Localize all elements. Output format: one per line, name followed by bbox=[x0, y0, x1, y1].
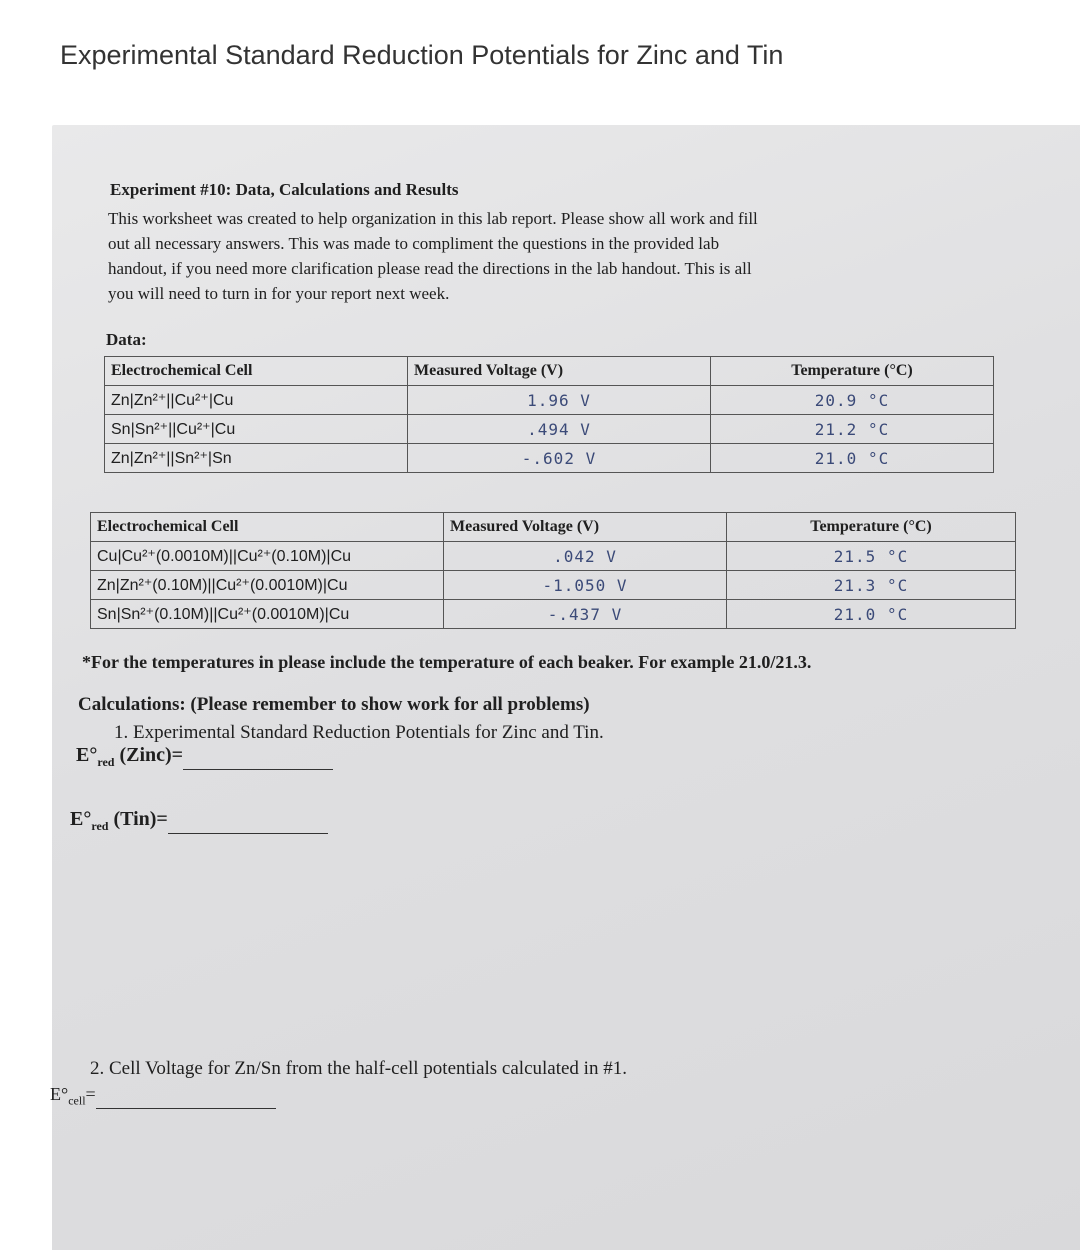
cell-label: = bbox=[85, 1084, 96, 1104]
red-subscript: red bbox=[97, 755, 115, 769]
cell-name: Sn|Sn²⁺||Cu²⁺|Cu bbox=[105, 415, 408, 444]
header-voltage: Measured Voltage (V) bbox=[444, 513, 727, 542]
header-cell: Electrochemical Cell bbox=[91, 513, 444, 542]
intro-line: out all necessary answers. This was made to compliment the questions in the provided lab bbox=[108, 234, 720, 253]
table-header-row bbox=[91, 513, 1016, 542]
voltage-value: -1.050 V bbox=[444, 571, 727, 600]
header-temperature: Temperature (°C) bbox=[711, 357, 994, 386]
temperature-value: 21.3 °C bbox=[727, 571, 1016, 600]
table-row bbox=[105, 386, 994, 415]
red-subscript: red bbox=[91, 819, 109, 833]
cell-voltage-field bbox=[50, 1084, 276, 1109]
temperature-footnote: *For the temperatures in please include the temperature of each beaker. For example 21.0/21.3. bbox=[82, 652, 812, 672]
temperature-value: 21.0 °C bbox=[727, 600, 1016, 629]
data-table-1 bbox=[104, 356, 994, 473]
cell-name: Zn|Zn²⁺(0.10M)||Cu²⁺(0.0010M)|Cu bbox=[91, 571, 444, 600]
tin-potential-field bbox=[70, 808, 328, 834]
data-label: Data: bbox=[106, 330, 147, 349]
cell-name: Sn|Sn²⁺(0.10M)||Cu²⁺(0.0010M)|Cu bbox=[91, 600, 444, 629]
table-row bbox=[105, 444, 994, 473]
temperature-value: 21.5 °C bbox=[727, 542, 1016, 571]
e-symbol: E° bbox=[70, 808, 92, 830]
zinc-potential-field bbox=[76, 744, 333, 770]
experiment-title: Experiment #10: Data, Calculations and Results bbox=[110, 180, 459, 199]
tin-label: (Tin)= bbox=[113, 808, 168, 830]
page-title: Experimental Standard Reduction Potentials for Zinc and Tin bbox=[60, 40, 784, 70]
e-symbol: E° bbox=[76, 744, 98, 766]
cell-name: Zn|Zn²⁺||Cu²⁺|Cu bbox=[105, 386, 408, 415]
cell-name: Cu|Cu²⁺(0.0010M)||Cu²⁺(0.10M)|Cu bbox=[91, 542, 444, 571]
temperature-value: 21.2 °C bbox=[711, 415, 994, 444]
voltage-value: .042 V bbox=[444, 542, 727, 571]
temperature-value: 21.0 °C bbox=[711, 444, 994, 473]
voltage-value: .494 V bbox=[408, 415, 711, 444]
answer-blank bbox=[183, 747, 333, 770]
table-row bbox=[105, 415, 994, 444]
cell-subscript: cell bbox=[68, 1093, 86, 1108]
calculation-item-2: 2. Cell Voltage for Zn/Sn from the half-cell potentials calculated in #1. bbox=[90, 1058, 627, 1079]
voltage-value: 1.96 V bbox=[408, 386, 711, 415]
intro-paragraph bbox=[108, 206, 988, 306]
table-header-row bbox=[105, 357, 994, 386]
answer-blank bbox=[168, 811, 328, 834]
header-cell: Electrochemical Cell bbox=[105, 357, 408, 386]
calculation-item-1: 1. Experimental Standard Reduction Potentials for Zinc and Tin. bbox=[114, 722, 604, 743]
intro-line: handout, if you need more clarification please read the directions in the lab handout. This is all bbox=[108, 259, 752, 278]
table-row bbox=[91, 542, 1016, 571]
header-temperature: Temperature (°C) bbox=[727, 513, 1016, 542]
data-table-2 bbox=[90, 512, 1016, 629]
voltage-value: -.602 V bbox=[408, 444, 711, 473]
table-row bbox=[91, 600, 1016, 629]
intro-line: you will need to turn in for your report next week. bbox=[108, 284, 450, 303]
calculations-heading: Calculations: (Please remember to show work for all problems) bbox=[78, 694, 590, 715]
zinc-label: (Zinc)= bbox=[119, 744, 184, 766]
voltage-value: -.437 V bbox=[444, 600, 727, 629]
table-row bbox=[91, 571, 1016, 600]
header-voltage: Measured Voltage (V) bbox=[408, 357, 711, 386]
cell-name: Zn|Zn²⁺||Sn²⁺|Sn bbox=[105, 444, 408, 473]
intro-line: This worksheet was created to help organization in this lab report. Please show all work and fill bbox=[108, 209, 758, 228]
temperature-value: 20.9 °C bbox=[711, 386, 994, 415]
e-symbol: E° bbox=[50, 1084, 69, 1104]
answer-blank bbox=[96, 1086, 276, 1109]
